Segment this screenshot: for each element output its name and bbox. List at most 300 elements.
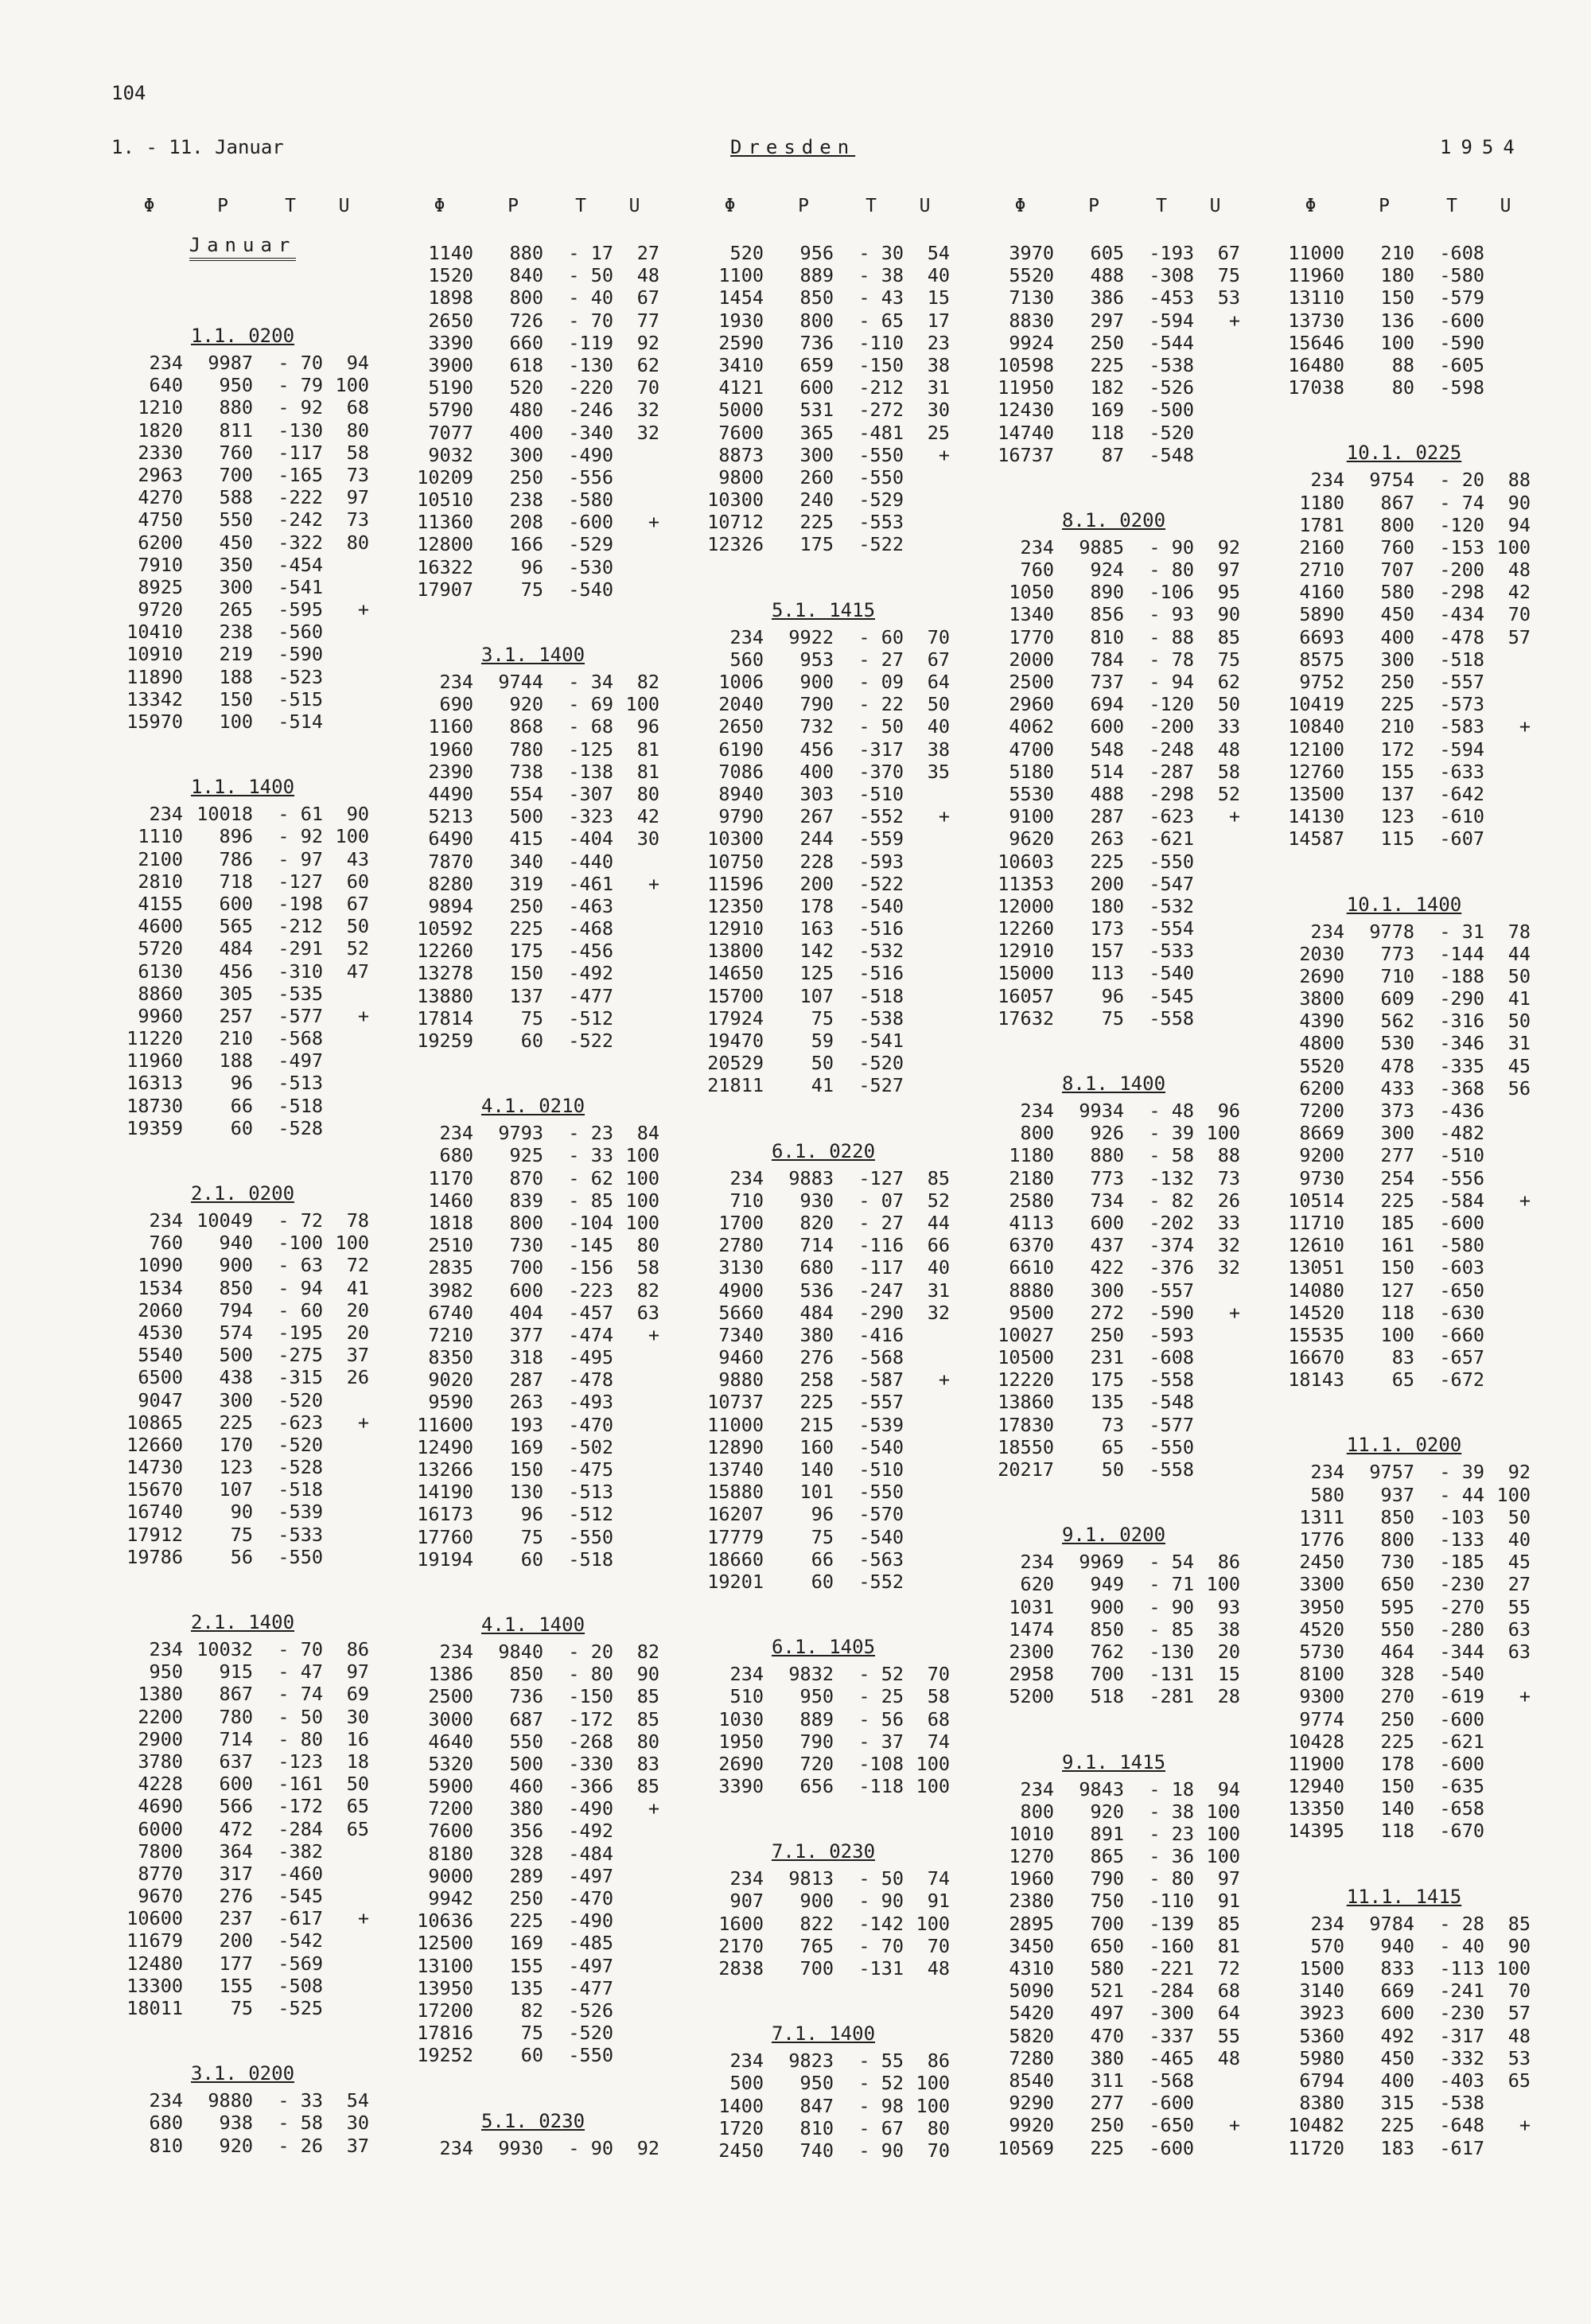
phi-value: 9730 [1299, 1166, 1344, 1189]
phi-value: 5360 [1299, 2024, 1344, 2047]
humidity-value: 78 [346, 1209, 369, 1232]
pressure-value: 263 [509, 1391, 543, 1414]
phi-value: 11353 [998, 872, 1054, 895]
temperature-value: -516 [858, 962, 904, 985]
humidity-value: + [1519, 1685, 1531, 1708]
column-header-label: Φ [1305, 196, 1317, 216]
pressure-value: 786 [219, 847, 253, 870]
temperature-value: -633 [1439, 760, 1484, 783]
data-row [1273, 469, 1535, 491]
humidity-value: + [938, 1368, 950, 1392]
phi-value: 2580 [1009, 1189, 1054, 1212]
temperature-value: - 47 [278, 1660, 323, 1684]
phi-value: 11890 [126, 665, 183, 688]
phi-value: 2835 [428, 1256, 473, 1279]
temperature-value: - 30 [858, 242, 904, 264]
data-row [982, 1189, 1245, 1212]
pressure-value: 920 [509, 693, 543, 716]
humidity-value: 80 [346, 531, 369, 554]
humidity-value: 33 [1217, 1211, 1240, 1234]
temperature-value: -518 [1439, 648, 1484, 671]
phi-value: 234 [149, 2089, 183, 2112]
pressure-value: 438 [219, 1366, 253, 1389]
pressure-value: 760 [219, 441, 253, 464]
temperature-value: -117 [278, 441, 323, 464]
temperature-value: -317 [858, 738, 904, 761]
phi-value: 2170 [718, 1934, 764, 1957]
temperature-value: -533 [1149, 940, 1194, 963]
phi-value: 8180 [428, 1842, 473, 1865]
pressure-value: 250 [509, 465, 543, 489]
humidity-value [613, 895, 659, 917]
humidity-value [613, 1436, 659, 1458]
data-row [402, 1797, 664, 1820]
pressure-value: 118 [1380, 1820, 1414, 1843]
phi-value: 10209 [417, 465, 473, 489]
humidity-value [1484, 1820, 1531, 1842]
pressure-value: 833 [1380, 1957, 1414, 1979]
temperature-value: -172 [568, 1707, 613, 1730]
pressure-value: 170 [219, 1433, 253, 1456]
phi-value: 4530 [138, 1321, 183, 1344]
temperature-value: -246 [568, 399, 613, 422]
temperature-value: -617 [1439, 2136, 1484, 2159]
pressure-value: 115 [1380, 827, 1414, 851]
phi-value: 2810 [138, 870, 183, 893]
phi-value: 19252 [417, 2044, 473, 2067]
phi-value: 11596 [707, 872, 764, 895]
data-row [111, 1254, 374, 1276]
pressure-value: 938 [219, 2112, 253, 2135]
temperature-value: -344 [1439, 1640, 1484, 1663]
data-row [1273, 1346, 1535, 1368]
humidity-value: 52 [1217, 782, 1240, 805]
phi-value: 9047 [138, 1388, 183, 1411]
pressure-value: 926 [1090, 1122, 1124, 1145]
column-header-label: P [798, 196, 809, 216]
data-row [111, 1411, 374, 1434]
phi-value: 5720 [138, 937, 183, 960]
humidity-value [1194, 1458, 1240, 1481]
temperature-value: -291 [278, 937, 323, 960]
humidity-value: 100 [1206, 1845, 1240, 1868]
data-row [1273, 1820, 1535, 1842]
temperature-value: - 50 [568, 264, 613, 287]
humidity-value: 40 [927, 1256, 950, 1279]
column-header [111, 196, 374, 234]
phi-value: 17830 [998, 1413, 1054, 1436]
pressure-value: 380 [799, 1323, 834, 1346]
humidity-value [904, 1481, 950, 1503]
pressure-value: 840 [509, 264, 543, 287]
humidity-value [613, 466, 659, 489]
phi-value: 234 [439, 2136, 473, 2159]
humidity-value: 42 [1507, 581, 1531, 604]
temperature-value: - 33 [568, 1144, 613, 1167]
data-row [111, 396, 374, 418]
temperature-value: -580 [1439, 264, 1484, 287]
phi-value: 234 [729, 2050, 764, 2073]
temperature-value: - 28 [1439, 1912, 1484, 1935]
humidity-value: 85 [636, 1707, 659, 1730]
temperature-value: - 80 [1149, 1867, 1194, 1890]
temperature-value: -382 [278, 1839, 323, 1863]
data-row [402, 1234, 664, 1256]
humidity-value [904, 1074, 950, 1096]
pressure-value: 10032 [196, 1638, 253, 1660]
temperature-value: -212 [858, 376, 904, 399]
phi-value: 1820 [138, 418, 183, 442]
temperature-value: -550 [1149, 850, 1194, 873]
pressure-value: 172 [1380, 738, 1414, 761]
pressure-value: 267 [799, 805, 834, 828]
pressure-value: 240 [799, 489, 834, 512]
humidity-value: 82 [636, 1640, 659, 1663]
temperature-value: -530 [568, 555, 613, 578]
humidity-value [1484, 1122, 1531, 1144]
humidity-value [613, 2022, 659, 2044]
temperature-value: -119 [568, 331, 613, 354]
data-row [402, 1641, 664, 1663]
humidity-value [323, 1929, 369, 1952]
temperature-value: - 48 [1149, 1100, 1194, 1122]
data-row [1273, 1506, 1535, 1528]
phi-value: 640 [149, 374, 183, 397]
phi-value: 2000 [1009, 648, 1054, 671]
humidity-value: 100 [1496, 1957, 1531, 1979]
temperature-value: -587 [858, 1368, 904, 1392]
humidity-value: + [648, 872, 659, 895]
humidity-value: 38 [927, 738, 950, 761]
pressure-value: 700 [1090, 1663, 1124, 1686]
data-row [1273, 354, 1535, 376]
data-row [1273, 1144, 1535, 1166]
phi-value: 10419 [1288, 693, 1344, 716]
data-row [1273, 1032, 1535, 1054]
phi-value: 12326 [707, 533, 764, 556]
humidity-value: 85 [636, 1775, 659, 1798]
humidity-value: 56 [1507, 1076, 1531, 1100]
phi-value: 2900 [138, 1727, 183, 1750]
temperature-value: -221 [1149, 1957, 1194, 1979]
phi-value: 16207 [707, 1503, 764, 1526]
humidity-value: 97 [346, 1660, 369, 1684]
pressure-value: 66 [811, 1547, 834, 1571]
phi-value: 690 [439, 693, 473, 716]
pressure-value: 87 [1101, 443, 1124, 466]
temperature-value: - 26 [278, 2134, 323, 2157]
humidity-value: 25 [927, 421, 950, 444]
temperature-value: - 67 [858, 2116, 904, 2139]
data-row [982, 827, 1245, 850]
phi-value: 2590 [718, 331, 764, 354]
pressure-value: 200 [799, 872, 834, 895]
temperature-value: -520 [1149, 421, 1194, 444]
data-row [1273, 693, 1535, 715]
temperature-value: -463 [568, 894, 613, 917]
data-row [692, 1279, 955, 1302]
pressure-value: 319 [509, 872, 543, 895]
phi-value: 14080 [1288, 1279, 1344, 1302]
phi-value: 1311 [1299, 1505, 1344, 1528]
phi-value: 1100 [718, 264, 764, 287]
data-row [982, 1800, 1245, 1823]
humidity-value: 67 [1217, 242, 1240, 264]
phi-value: 15646 [1288, 331, 1344, 354]
data-row [111, 983, 374, 1005]
phi-value: 4640 [428, 1730, 473, 1753]
humidity-value: 100 [916, 1775, 950, 1798]
data-row [692, 895, 955, 917]
humidity-value [1194, 332, 1240, 354]
pressure-value: 700 [509, 1256, 543, 1279]
temperature-value: -470 [568, 1887, 613, 1909]
data-row [1273, 1663, 1535, 1685]
data-row [111, 848, 374, 870]
temperature-value: - 90 [1149, 1595, 1194, 1618]
temperature-value: - 70 [278, 352, 323, 374]
pressure-value: 800 [799, 309, 834, 332]
phi-value: 5540 [138, 1344, 183, 1367]
temperature-value: -600 [1149, 2092, 1194, 2115]
pressure-value: 96 [1101, 984, 1124, 1007]
pressure-value: 9934 [1079, 1100, 1124, 1122]
temperature-value: - 80 [1149, 559, 1194, 582]
humidity-value: 58 [927, 1685, 950, 1708]
sounding-title [692, 1621, 955, 1663]
humidity-value [904, 1571, 950, 1593]
humidity-value [1194, 2092, 1240, 2114]
phi-value: 4600 [138, 915, 183, 938]
temperature-value: - 70 [568, 309, 613, 332]
data-row [402, 1775, 664, 1797]
data-row [402, 1212, 664, 1234]
pressure-value: 669 [1380, 1979, 1414, 2003]
humidity-value: 68 [927, 1707, 950, 1730]
pressure-value: 548 [1090, 738, 1124, 761]
pressure-value: 10049 [196, 1209, 253, 1232]
phi-value: 8873 [718, 443, 764, 466]
temperature-value: -470 [568, 1413, 613, 1436]
phi-value: 9720 [138, 598, 183, 621]
humidity-value [1484, 1324, 1531, 1346]
data-row [1273, 2137, 1535, 2159]
pressure-value: 456 [799, 738, 834, 761]
phi-value: 1180 [1009, 1144, 1054, 1167]
humidity-value [323, 1501, 369, 1523]
phi-value: 4155 [138, 892, 183, 915]
humidity-value [1484, 242, 1531, 264]
pressure-value: 714 [219, 1727, 253, 1750]
phi-value: 1006 [718, 671, 764, 693]
data-row [402, 851, 664, 873]
phi-value: 11710 [1288, 1211, 1344, 1234]
pressure-value: 726 [509, 309, 543, 332]
pressure-value: 566 [219, 1795, 253, 1818]
phi-value: 5530 [1009, 782, 1054, 805]
phi-value: 12760 [1288, 760, 1344, 783]
phi-value: 9032 [428, 443, 473, 466]
phi-value: 234 [729, 625, 764, 648]
phi-value: 2100 [138, 847, 183, 870]
temperature-value: - 94 [1149, 671, 1194, 693]
phi-value: 14740 [998, 421, 1054, 444]
data-row [982, 1324, 1245, 1346]
pressure-value: 364 [219, 1839, 253, 1863]
temperature-value: -220 [568, 376, 613, 399]
data-row [1273, 376, 1535, 399]
pressure-value: 464 [1380, 1640, 1414, 1663]
pressure-value: 328 [1380, 1663, 1414, 1686]
data-row [402, 1820, 664, 1842]
pressure-value: 554 [509, 782, 543, 805]
phi-value: 12910 [998, 940, 1054, 963]
pressure-value: 710 [1380, 964, 1414, 987]
humidity-value: + [938, 805, 950, 828]
temperature-value: - 71 [1149, 1573, 1194, 1596]
pressure-value: 9793 [498, 1122, 543, 1145]
humidity-value: 30 [346, 2112, 369, 2135]
temperature-value: -281 [1149, 1685, 1194, 1708]
sounding-title [692, 1826, 955, 1867]
phi-value: 9924 [1009, 331, 1054, 354]
humidity-value [613, 962, 659, 984]
temperature-value: -497 [568, 1954, 613, 1977]
pressure-value: 400 [509, 421, 543, 444]
pressure-value: 953 [799, 648, 834, 671]
pressure-value: 50 [811, 1052, 834, 1075]
pressure-value: 276 [219, 1885, 253, 1908]
data-row [692, 1234, 955, 1256]
temperature-value: -558 [1149, 1368, 1194, 1392]
phi-value: 8860 [138, 982, 183, 1005]
pressure-value: 9922 [788, 625, 834, 648]
humidity-value: 70 [927, 2139, 950, 2162]
data-row [1273, 1212, 1535, 1234]
pressure-value: 90 [230, 1501, 253, 1524]
data-row [111, 1049, 374, 1072]
phi-value: 12350 [707, 894, 764, 917]
temperature-value: -202 [1149, 1211, 1194, 1234]
humidity-value [1194, 422, 1240, 444]
data-row [111, 688, 374, 710]
humidity-value: 100 [916, 1912, 950, 1935]
pressure-value: 60 [520, 1030, 543, 1052]
data-row [982, 1302, 1245, 1324]
pressure-value: 101 [799, 1481, 834, 1504]
phi-value: 7086 [718, 760, 764, 783]
humidity-value: 44 [1507, 942, 1531, 965]
pressure-value: 300 [799, 443, 834, 466]
pressure-value: 9832 [788, 1663, 834, 1686]
data-row [111, 1546, 374, 1568]
data-row [692, 2072, 955, 2094]
data-row [1273, 1528, 1535, 1551]
temperature-value: -492 [568, 1820, 613, 1843]
pressure-value: 750 [1090, 1890, 1124, 1913]
phi-value: 19470 [707, 1030, 764, 1052]
temperature-value: -110 [1149, 1890, 1194, 1913]
phi-value: 1960 [428, 738, 473, 761]
phi-value: 16740 [126, 1501, 183, 1524]
pressure-value: 765 [799, 1934, 834, 1957]
pressure-value: 531 [799, 399, 834, 422]
humidity-value: 41 [1507, 987, 1531, 1010]
phi-value: 9752 [1299, 671, 1344, 693]
phi-value: 4490 [428, 782, 473, 805]
temperature-value: -548 [1149, 443, 1194, 466]
phi-value: 1050 [1009, 581, 1054, 604]
pressure-value: 219 [219, 643, 253, 666]
humidity-value: 31 [927, 1279, 950, 1302]
humidity-value: 26 [1217, 1189, 1240, 1212]
pressure-value: 238 [219, 621, 253, 644]
phi-value: 9290 [1009, 2092, 1054, 2115]
phi-value: 3900 [428, 353, 473, 376]
phi-value: 10750 [707, 850, 764, 873]
phi-value: 19259 [417, 1030, 473, 1052]
temperature-value: -403 [1439, 2069, 1484, 2092]
pressure-value: 155 [219, 1974, 253, 1997]
data-row [982, 1391, 1245, 1413]
phi-value: 13500 [1288, 782, 1344, 805]
pressure-value: 850 [1090, 1617, 1124, 1641]
humidity-value: 100 [1496, 1483, 1531, 1506]
data-row [1273, 671, 1535, 693]
pressure-value: 175 [509, 940, 543, 963]
temperature-value: -456 [568, 940, 613, 963]
temperature-value: -547 [1149, 872, 1194, 895]
section-gap [982, 1481, 1245, 1509]
data-row [982, 309, 1245, 332]
humidity-value: 65 [1507, 2069, 1531, 2092]
humidity-value [904, 511, 950, 533]
data-row [111, 486, 374, 508]
temperature-value: -465 [1149, 2046, 1194, 2069]
phi-value: 5520 [1009, 264, 1054, 287]
humidity-value: 27 [1507, 1573, 1531, 1596]
humidity-value: 48 [1217, 738, 1240, 761]
pressure-value: 660 [509, 331, 543, 354]
data-row [692, 671, 955, 693]
phi-value: 6500 [138, 1366, 183, 1389]
temperature-value: -315 [278, 1366, 323, 1389]
phi-value: 680 [149, 2112, 183, 2135]
pressure-value: 300 [219, 575, 253, 598]
data-row [111, 870, 374, 893]
pressure-value: 96 [520, 555, 543, 578]
temperature-value: -142 [858, 1912, 904, 1935]
humidity-value: 70 [1507, 603, 1531, 626]
phi-value: 2650 [718, 715, 764, 738]
header-spacer [1273, 234, 1535, 242]
data-row [402, 1302, 664, 1324]
temperature-value: -436 [1439, 1100, 1484, 1122]
humidity-value: 100 [916, 2094, 950, 2117]
temperature-value: - 62 [568, 1166, 613, 1189]
humidity-value [1194, 917, 1240, 940]
humidity-value [1484, 1346, 1531, 1368]
humidity-value: 30 [346, 1705, 369, 1728]
data-row [692, 489, 955, 511]
pressure-value: 687 [509, 1707, 543, 1730]
phi-value: 15670 [126, 1478, 183, 1501]
humidity-value: 54 [927, 242, 950, 264]
temperature-value: -490 [568, 443, 613, 466]
humidity-value [613, 1820, 659, 1842]
pressure-value: 155 [1380, 760, 1414, 783]
humidity-value: 94 [346, 352, 369, 374]
